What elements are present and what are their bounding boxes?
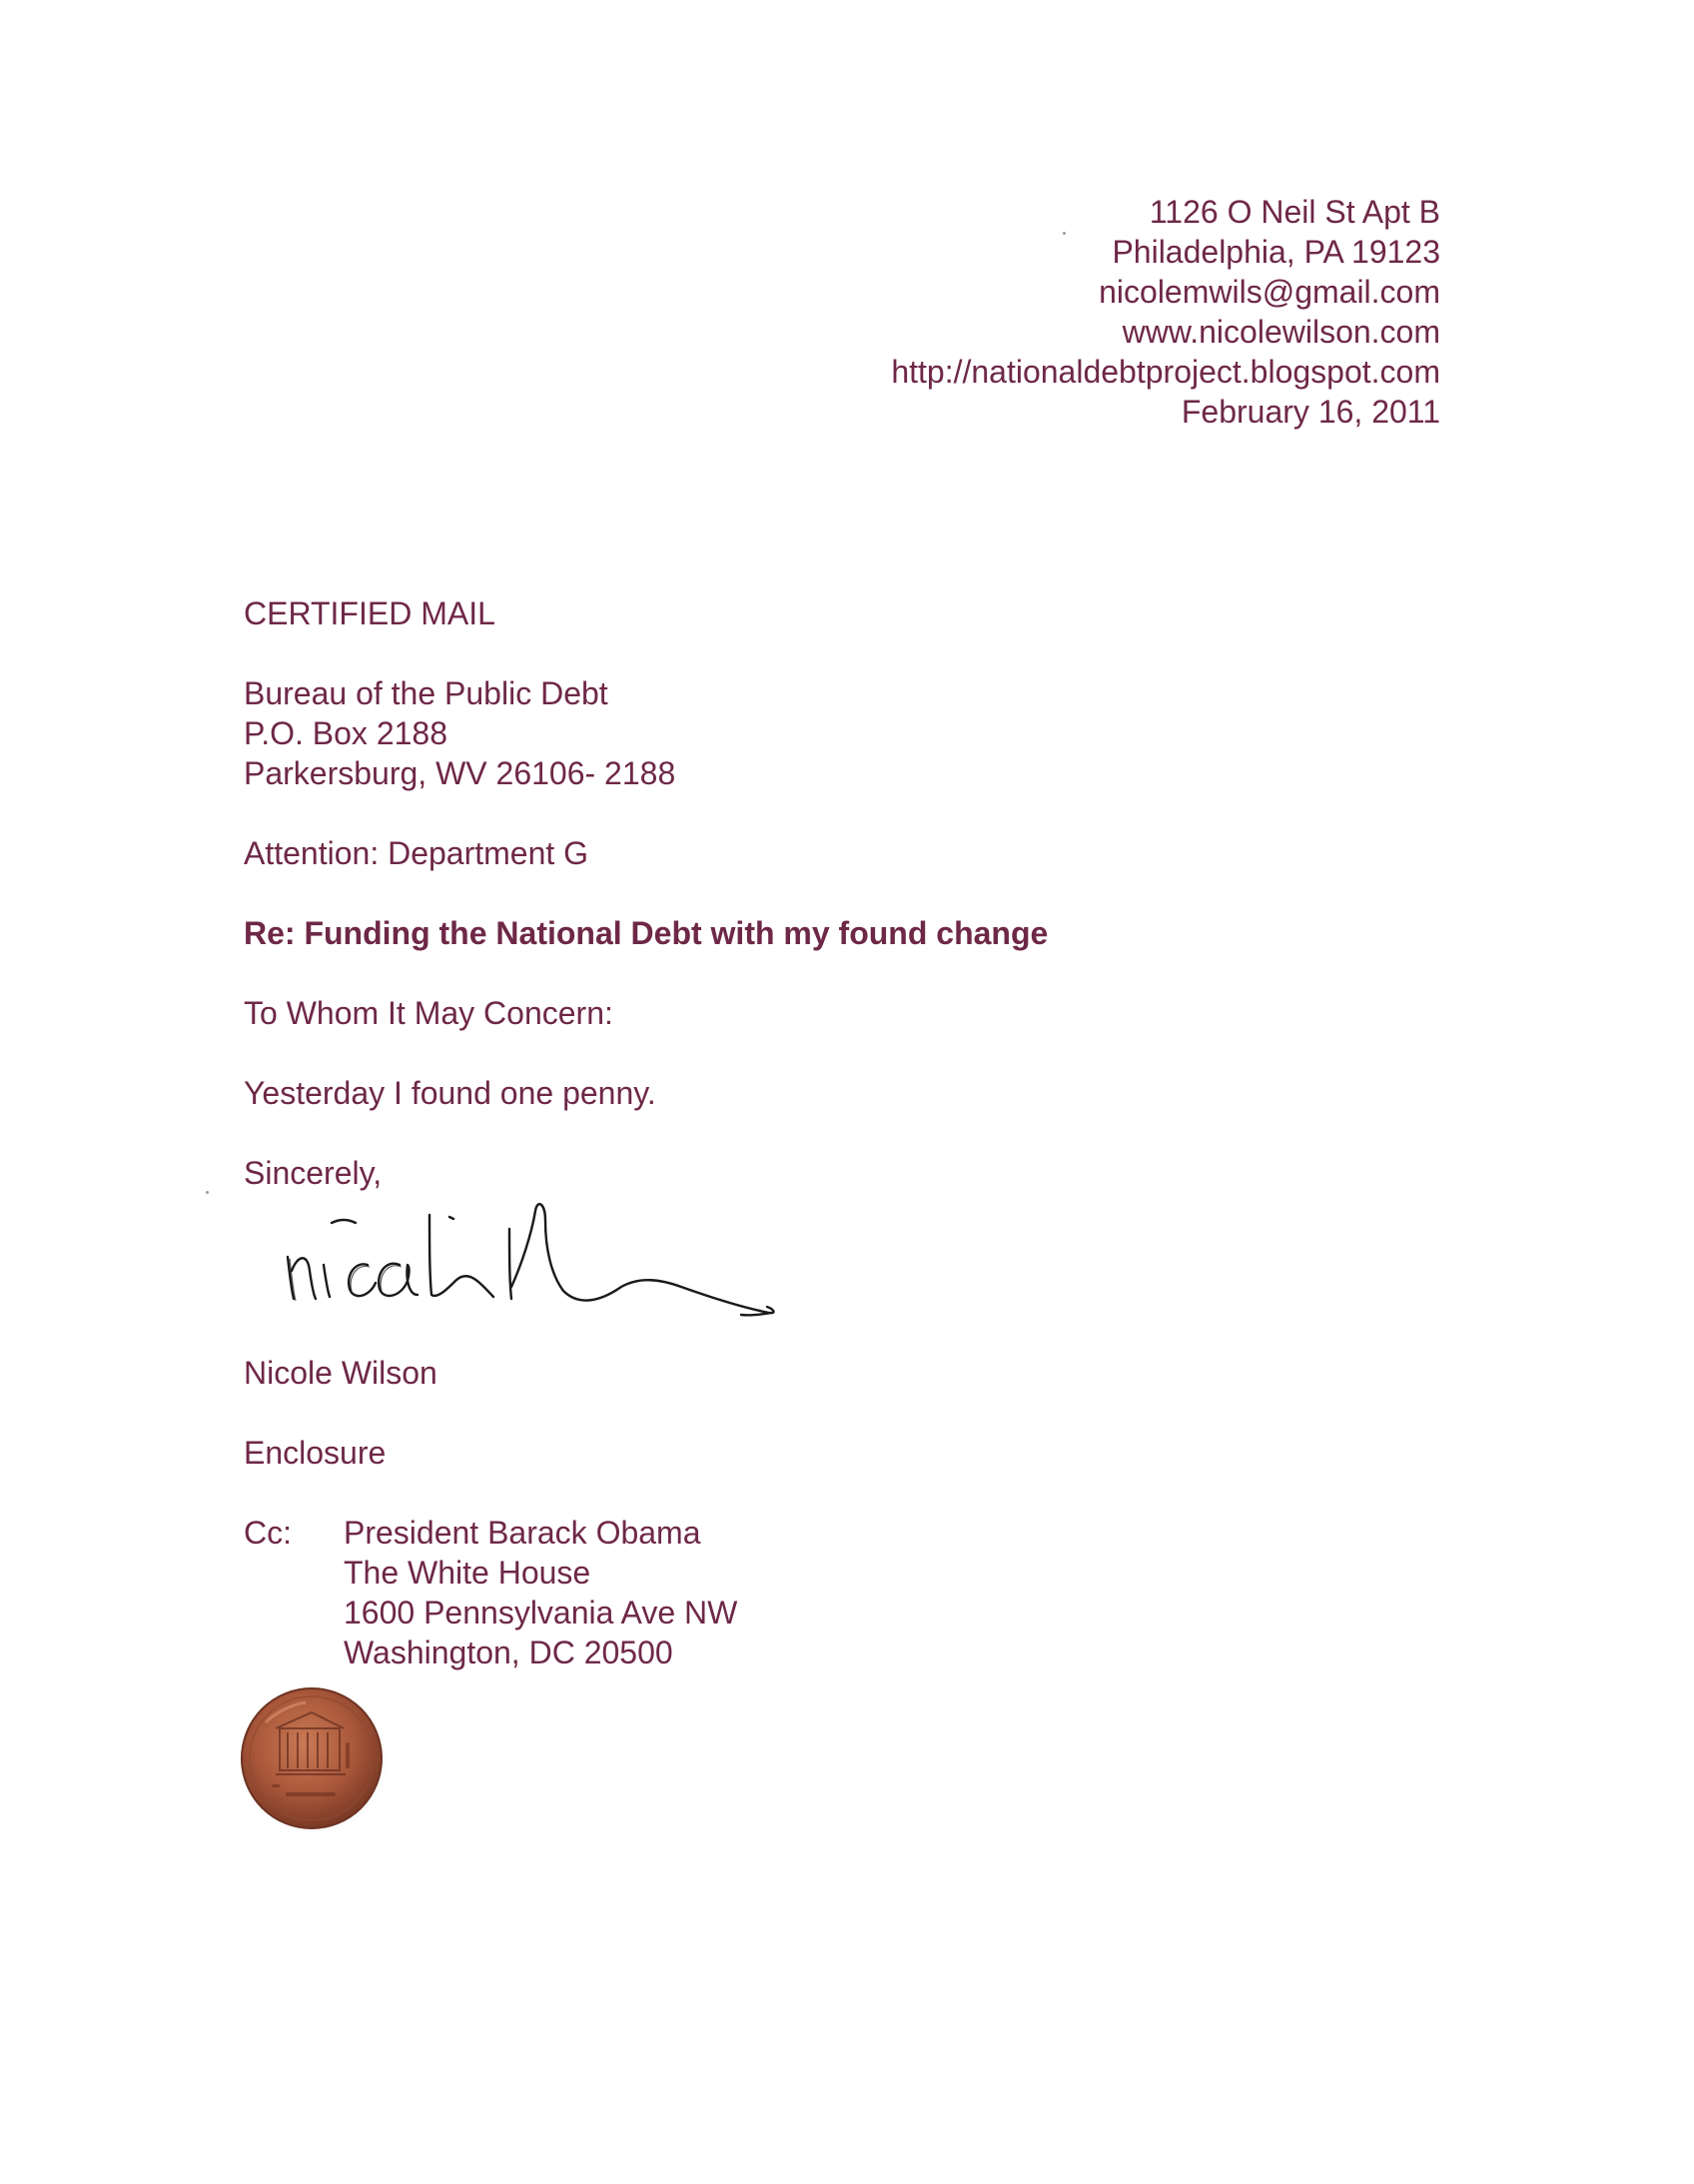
cc-block <box>244 1513 737 1672</box>
cc-label: Cc: <box>244 1515 292 1551</box>
signer-name: Nicole Wilson <box>244 1355 437 1391</box>
recipient-city-line: Parkersburg, WV 26106- 2188 <box>244 755 676 791</box>
subject-line: Re: Funding the National Debt with my found change <box>244 915 1049 951</box>
letter-date: February 16, 2011 <box>1181 394 1440 430</box>
salutation: To Whom It May Concern: <box>244 995 613 1031</box>
scan-speck <box>206 1191 209 1194</box>
sender-email: nicolemwils@gmail.com <box>1099 274 1440 310</box>
recipient-po-box: P.O. Box 2188 <box>244 715 447 751</box>
cc-address <box>344 1513 737 1672</box>
cc-line: Washington, DC 20500 <box>344 1635 673 1670</box>
closing: Sincerely, <box>244 1155 383 1191</box>
sender-address-line1: 1126 O Neil St Apt B <box>1149 194 1440 230</box>
penny-coin <box>236 1682 392 1838</box>
enclosure-notation: Enclosure <box>244 1435 387 1471</box>
handwritten-signature <box>280 1195 849 1325</box>
recipient-name: Bureau of the Public Debt <box>244 675 608 711</box>
sender-address-line2: Philadelphia, PA 19123 <box>1112 234 1440 270</box>
attention-line: Attention: Department G <box>244 835 589 871</box>
cc-line: President Barack Obama <box>344 1515 701 1551</box>
sender-address-block <box>891 192 1440 432</box>
cc-line: The White House <box>344 1555 591 1591</box>
recipient-address-block <box>244 673 675 793</box>
body-paragraph: Yesterday I found one penny. <box>244 1075 656 1111</box>
cc-line: 1600 Pennsylvania Ave NW <box>344 1595 738 1631</box>
sender-website: www.nicolewilson.com <box>1122 314 1440 350</box>
delivery-method: CERTIFIED MAIL <box>244 595 495 631</box>
sender-blog: http://nationaldebtproject.blogspot.com <box>891 354 1440 390</box>
